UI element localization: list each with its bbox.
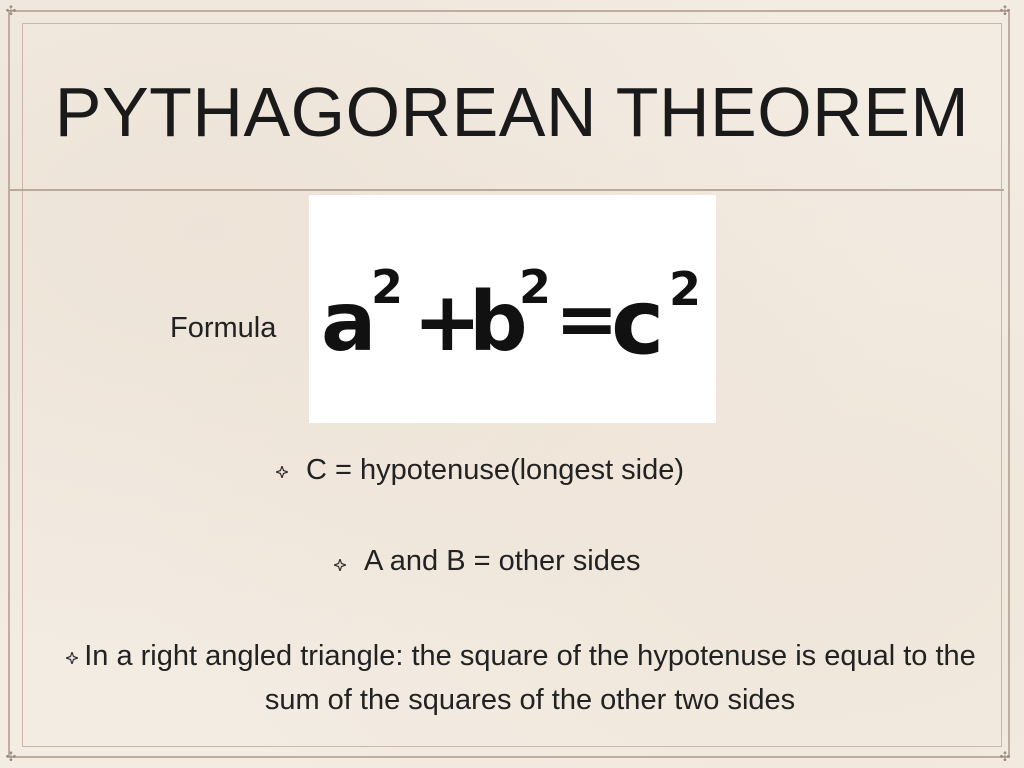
formula-c: c — [611, 270, 665, 375]
title-divider — [9, 189, 1004, 191]
formula-equals: = — [555, 274, 619, 363]
formula-b: b — [469, 275, 528, 370]
slide-title: PYTHAGOREAN THEOREM — [54, 73, 970, 151]
bullet-hypotenuse: C = hypotenuse(longest side) — [306, 454, 685, 486]
formula-label: Formula — [170, 312, 277, 344]
formula-a: a — [321, 275, 377, 370]
formula-image — [309, 195, 716, 423]
bullet-other-sides: A and B = other sides — [364, 545, 641, 577]
definition-text: In a right angled triangle: the square of the hypotenuse is equal to the sum of the squares of the other two sides — [84, 640, 976, 716]
corner-ornament-icon: ✣ — [5, 3, 17, 18]
corner-ornament-icon: ✣ — [999, 749, 1011, 764]
diamond-bullet-icon — [334, 559, 346, 571]
formula-exp-a: 2 — [371, 260, 404, 314]
diamond-bullet-icon — [66, 652, 78, 664]
formula-exp-b: 2 — [519, 260, 552, 314]
formula-exp-c: 2 — [669, 262, 702, 316]
diamond-bullet-icon — [276, 466, 288, 478]
formula-plus: + — [413, 275, 482, 370]
corner-ornament-icon: ✣ — [5, 749, 17, 764]
corner-ornament-icon: ✣ — [999, 3, 1011, 18]
